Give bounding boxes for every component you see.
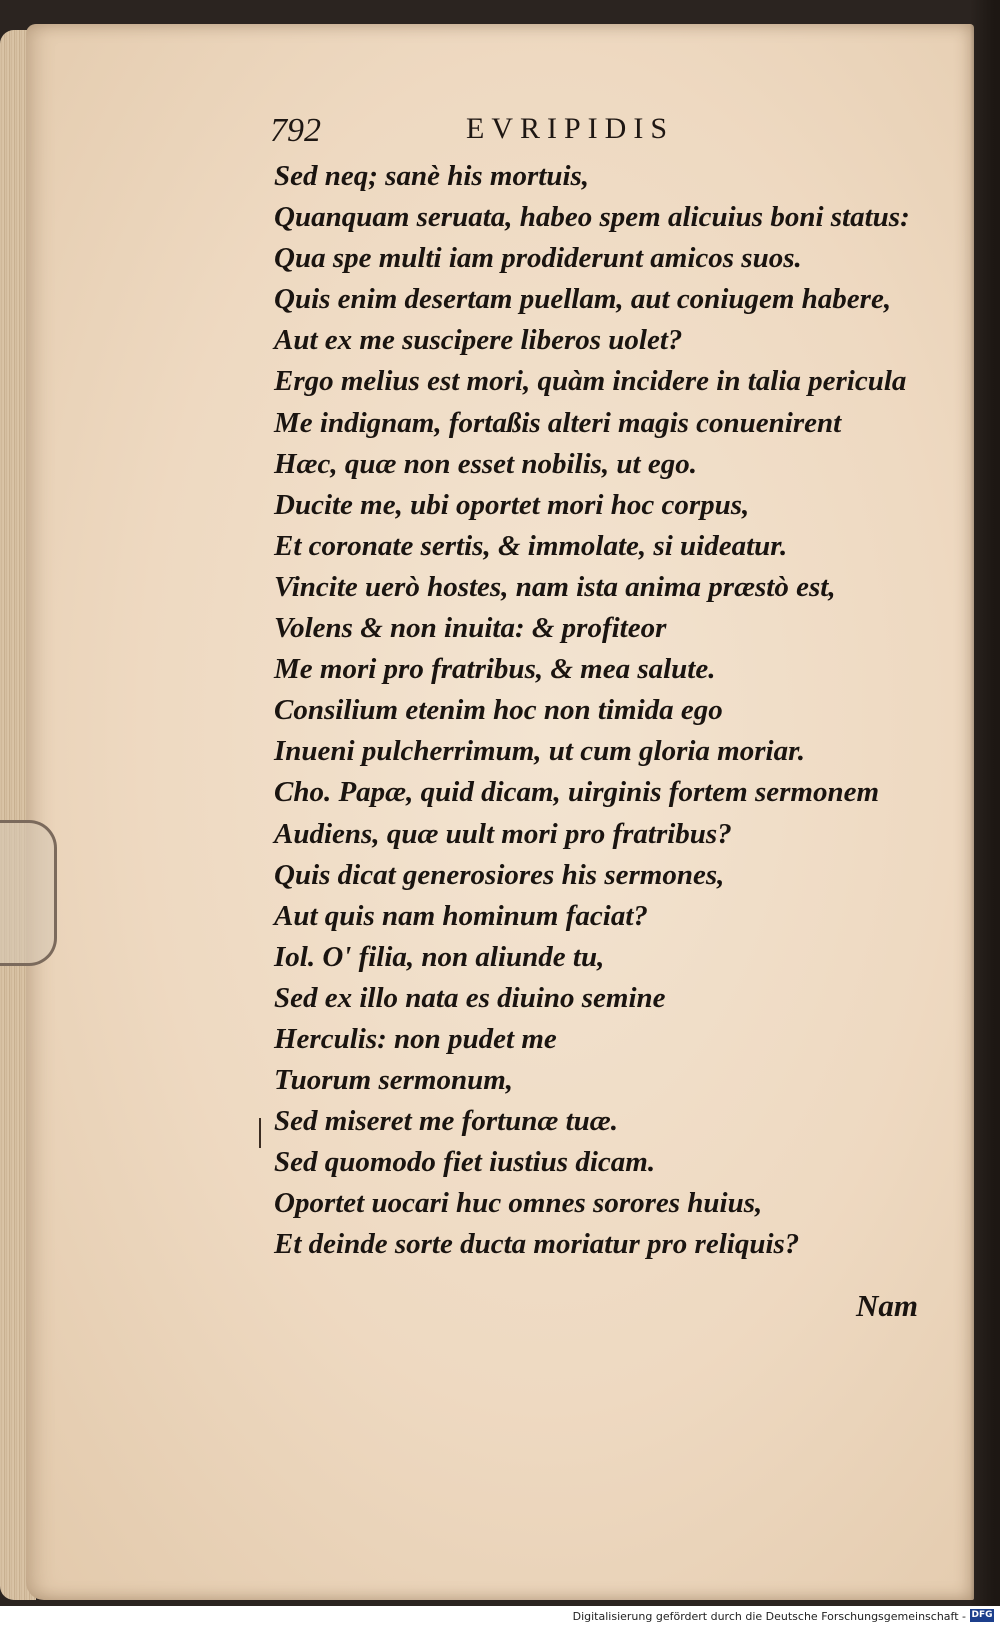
page-clip	[0, 820, 57, 966]
text-line: Sed quomodo fiet iustius dicam.	[274, 1146, 656, 1179]
dfg-logo: DFG	[971, 1610, 993, 1620]
margin-mark	[259, 1118, 261, 1148]
gutter-shadow	[970, 0, 1000, 1606]
footer-credit: Digitalisierung gefördert durch die Deutsche Forschungsgemeinschaft -	[572, 1610, 966, 1623]
text-line: Aut quis nam hominum faciat?	[274, 899, 648, 932]
text-line: Vincite uerò hostes, nam ista anima præstò est,	[274, 570, 836, 603]
text-line: Quis dicat generosiores his sermones,	[274, 858, 725, 891]
text-line: Audiens, quæ uult mori pro fratribus?	[274, 817, 732, 850]
text-line: Quis enim desertam puellam, aut coniugem habere,	[274, 283, 892, 316]
text-line: Consilium etenim hoc non timida ego	[274, 694, 723, 727]
catchword: Nam	[856, 1288, 918, 1323]
text-line: Sed neq; sanè his mortuis,	[274, 160, 590, 192]
text-line: Inueni pulcherrimum, ut cum gloria moriar.	[274, 735, 806, 768]
text-line: Aut ex me suscipere liberos uolet?	[274, 324, 683, 357]
text-line: Sed miseret me fortunæ tuæ.	[274, 1105, 618, 1138]
text-line: Sed ex illo nata es diuino semine	[274, 981, 666, 1014]
text-line: Iol. O' filia, non aliunde tu,	[274, 940, 605, 973]
text-line: Oportet uocari huc omnes sorores huius,	[274, 1187, 763, 1220]
text-line: Tuorum sermonum,	[274, 1064, 514, 1097]
text-line: Ergo melius est mori, quàm incidere in talia pericula	[274, 365, 907, 398]
text-line: Quanquam seruata, habeo spem alicuius boni status:	[274, 201, 910, 234]
text-line: Me mori pro fratribus, & mea salute.	[274, 653, 716, 686]
running-title: EVRIPIDIS	[466, 112, 675, 145]
page-number: 792	[270, 112, 321, 149]
text-line: Hæc, quæ non esset nobilis, ut ego.	[274, 447, 697, 480]
footer	[0, 1606, 1000, 1626]
text-line: Ducite me, ubi oportet mori hoc corpus,	[274, 488, 750, 521]
text-line: Herculis: non pudet me	[274, 1022, 557, 1055]
running-head	[270, 112, 770, 156]
text-line: Me indignam, fortaßis alteri magis conuenirent	[274, 406, 842, 439]
text-block	[274, 156, 954, 1266]
text-line: Et deinde sorte ducta moriatur pro reliquis?	[274, 1228, 800, 1261]
text-line: Et coronate sertis, & immolate, si uideatur.	[274, 529, 788, 562]
text-line: Cho. Papæ, quid dicam, uirginis fortem sermonem	[274, 776, 880, 809]
text-line: Volens & non inuita: & profiteor	[274, 612, 667, 645]
text-line: Qua spe multi iam prodiderunt amicos suos.	[274, 242, 802, 275]
